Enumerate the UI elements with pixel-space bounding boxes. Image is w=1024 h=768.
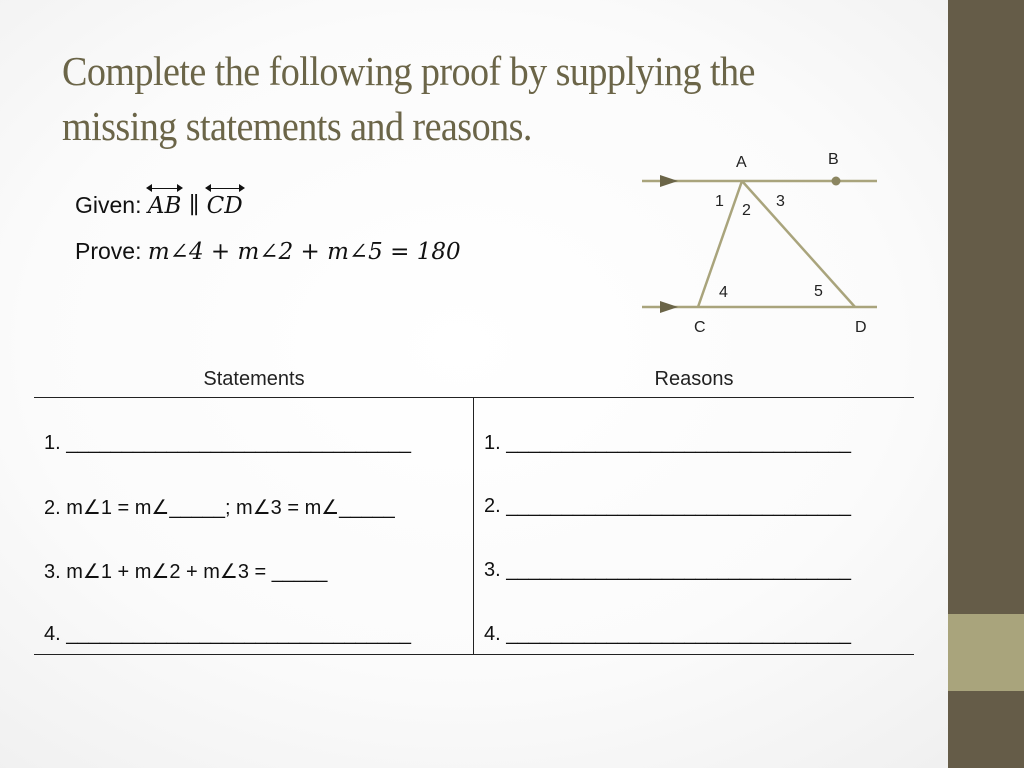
prove-statement [75, 238, 461, 265]
angle-1-label: 1 [715, 193, 724, 210]
reason-row-4[interactable]: 4. _______________________________ [484, 623, 852, 645]
parallel-arrow-top-icon [660, 175, 678, 187]
statement-row-2[interactable]: 2. m∠1 = m∠_____; m∠3 = m∠_____ [44, 497, 395, 519]
reason-row-3[interactable]: 3. _______________________________ [484, 559, 852, 581]
table-bottom-rule [34, 654, 914, 655]
vertex-d-label: D [855, 319, 867, 336]
angle-5-label: 5 [814, 283, 823, 300]
angle-3-label: 3 [776, 193, 785, 210]
prove-label: Prove: [75, 238, 142, 264]
point-b-dot [832, 177, 841, 186]
table-top-rule [34, 397, 914, 398]
angle-4-label: 4 [719, 284, 728, 301]
segment-ad [742, 181, 855, 307]
slide-title: Complete the following proof by supplying the missing statements and reasons. [62, 48, 755, 149]
prove-expression: m∠4 + m∠2 + m∠5 = 180 [147, 239, 461, 265]
vertex-c-label: C [694, 319, 706, 336]
statement-row-4[interactable]: 4. _______________________________ [44, 623, 412, 645]
reason-row-2[interactable]: 2. _______________________________ [484, 495, 852, 517]
vertex-a-label: A [736, 154, 747, 171]
line-cd: CD [207, 193, 243, 219]
proof-table [34, 362, 914, 657]
given-statement [75, 192, 243, 219]
reason-row-1[interactable]: 1. _______________________________ [484, 432, 852, 454]
line-ab: AB [148, 193, 182, 219]
sidebar-accent-block [948, 614, 1024, 691]
parallel-arrow-bottom-icon [660, 301, 678, 313]
given-label: Given: [75, 192, 142, 218]
statements-header: Statements [203, 368, 305, 390]
reasons-header: Reasons [654, 368, 734, 390]
table-column-divider [473, 398, 474, 654]
vertex-b-label: B [828, 151, 839, 168]
statement-row-1[interactable]: 1. _______________________________ [44, 432, 412, 454]
angle-2-label: 2 [742, 202, 751, 219]
parallel-lines-triangle-diagram [630, 140, 890, 345]
parallel-symbol: ∥ [188, 193, 200, 219]
statement-row-3[interactable]: 3. m∠1 + m∠2 + m∠3 = _____ [44, 561, 328, 583]
